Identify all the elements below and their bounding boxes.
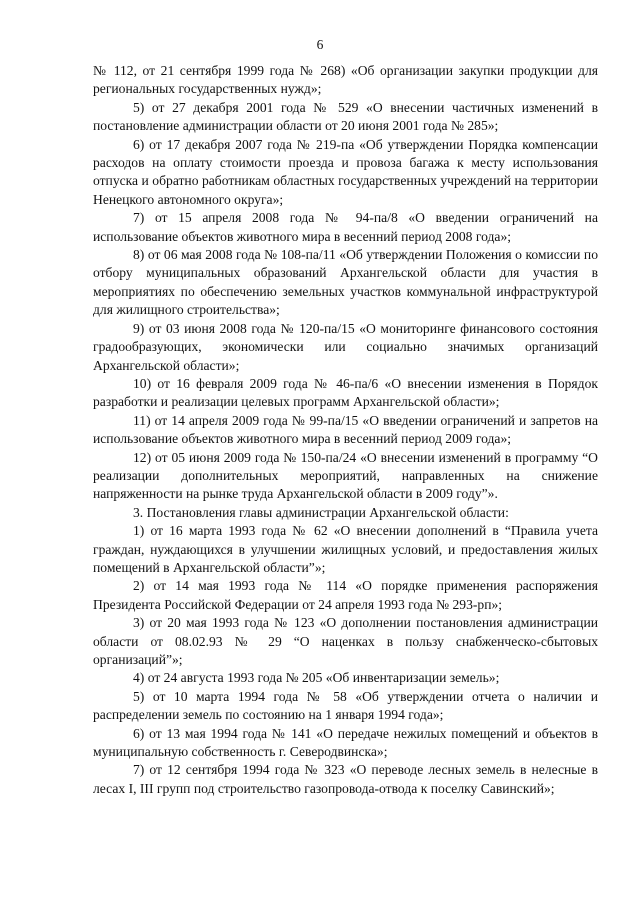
paragraph: 6) от 13 мая 1994 года № 141 «О передаче нежилых помещений и объектов в муниципальную собственность г. Северодвинска»; (93, 725, 598, 760)
paragraph: 5) от 27 декабря 2001 года № 529 «О внесении частичных изменений в постановление администрации области от 20 июня 2001 года № 285»; (93, 99, 598, 134)
paragraph: 4) от 24 августа 1993 года № 205 «Об инвентаризации земель»; (133, 670, 500, 686)
paragraph: 6) от 17 декабря 2007 года № 219-па «Об утверждении Порядка компенсации расходов на оплату стоимости проезда и провоза багажа к месту использования отпуска и обратно работникам областных государственных учреждений на территории Ненецкого автономного округа»; (93, 136, 598, 207)
paragraph: № 112, от 21 сентября 1999 года № 268) «Об организации закупки продукции для региональных государственных нужд»; (93, 63, 598, 97)
paragraph: 11) от 14 апреля 2009 года № 99-па/15 «О введении ограничений и запретов на использование объектов животного мира в весенний период 2009 года»; (93, 412, 598, 447)
paragraph: 8) от 06 мая 2008 года № 108-па/11 «Об утверждении Положения о комиссии по отбору муниципальных образований Архангельской области для участия в мероприятиях по обеспечению земельных участков коммунальной инфраструктурой для жилищного строительства»; (93, 247, 598, 318)
page-number: 6 (316, 37, 324, 52)
section-heading: 3. Постановления главы администрации Архангельской области: (133, 504, 509, 520)
paragraph: 12) от 05 июня 2009 года № 150-па/24 «О внесении изменений в программу “О реализации дополнительных мероприятий, направленных на снижение напряженности на рынке труда Архангельской области в 2009 году”». (93, 449, 598, 502)
paragraph: 3) от 20 мая 1993 года № 123 «О дополнении постановления администрации области от 08.02.93 № 29 “О наценках в пользу снабженческо-сбытовых организаций”»; (93, 615, 598, 667)
paragraph: 1) от 16 марта 1993 года № 62 «О внесении дополнений в “Правила учета граждан, нуждающихся в улучшении жилищных условий, и предоставления жилых помещений в Архангельской области”»; (93, 523, 598, 575)
paragraph: 5) от 10 марта 1994 года № 58 «Об утверждении отчета о наличии и распределении земель по состоянию на 1 января 1994 года»; (93, 688, 598, 723)
document-body (93, 62, 598, 798)
paragraph: 2) от 14 мая 1993 года № 114 «О порядке применения распоряжения Президента Российской Федерации от 24 апреля 1993 года № 293-рп»; (93, 578, 598, 612)
paragraph: 10) от 16 февраля 2009 года № 46-па/6 «О внесении изменения в Порядок разработки и реализации целевых программ Архангельской области»; (93, 375, 598, 410)
paragraph: 9) от 03 июня 2008 года № 120-па/15 «О мониторинге финансового состояния градообразующих, экономически или социально значимых организаций Архангельской области»; (93, 320, 598, 373)
paragraph: 7) от 12 сентября 1994 года № 323 «О переводе лесных земель в нелесные в лесах I, III групп под строительство газопровода-отвода к поселку Савинский»; (93, 762, 598, 796)
paragraph: 7) от 15 апреля 2008 года № 94-па/8 «О введении ограничений на использование объектов животного мира в весенний период 2008 года»; (93, 210, 598, 244)
